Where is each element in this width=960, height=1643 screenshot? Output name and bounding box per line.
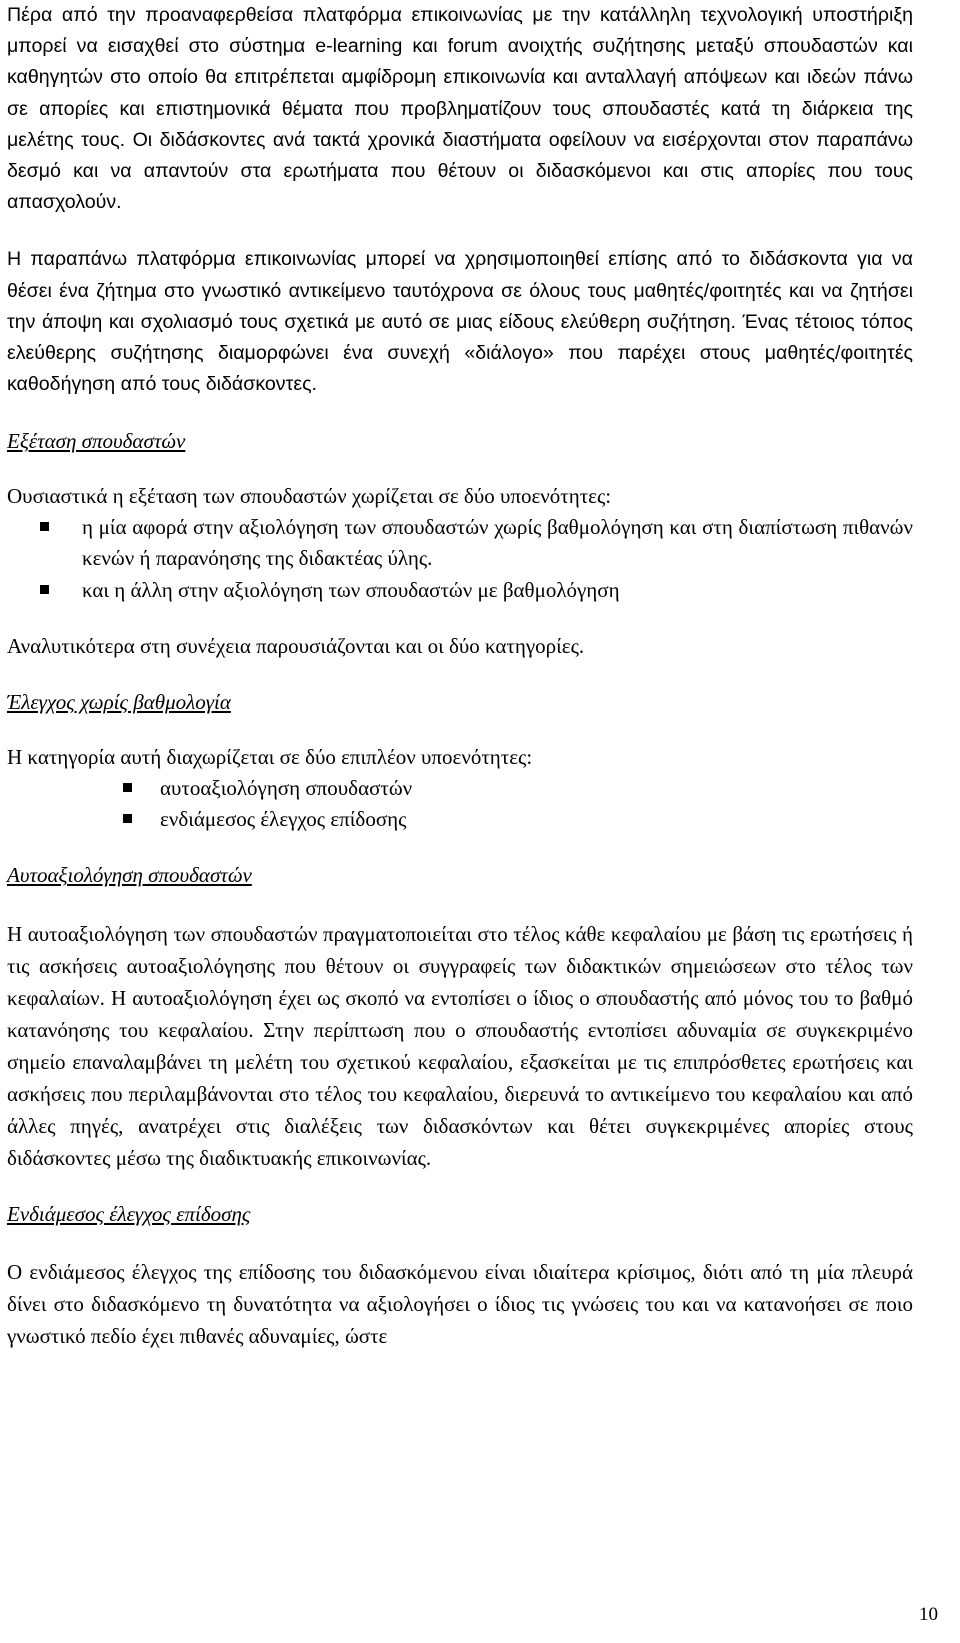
list-item	[7, 575, 913, 606]
heading-ungraded-check: Έλεγχος χωρίς βαθμολογία	[7, 690, 231, 715]
document-page	[7, 0, 913, 1352]
exams-bullet-list	[7, 512, 913, 606]
bullet-square-icon	[40, 522, 49, 531]
list-item	[7, 804, 913, 835]
list-item	[7, 773, 913, 804]
midterm-body: Ο ενδιάμεσος έλεγχος της επίδοσης του διδασκόμενου είναι ιδιαίτερα κρίσιμος, διότι από τη μία πλευρά δίνει στο διδασκόμενο τη δυνατότητα να αξιολογήσει ο ίδιος τις γνώσεις του και να κατανοήσει σε ποιο γνωστικό πεδίο έχει πιθανές αδυναμίες, ώστε	[7, 1259, 913, 1348]
ungraded-intro: Η κατηγορία αυτή διαχωρίζεται σε δύο επιπλέον υποενότητες:	[7, 745, 533, 770]
exams-intro: Ουσιαστικά η εξέταση των σπουδαστών χωρίζεται σε δύο υποενότητες:	[7, 483, 612, 508]
heading-midterm-check: Ενδιάμεσος έλεγχος επίδοσης	[7, 1201, 251, 1226]
paragraph-platform: Η παραπάνω πλατφόρμα επικοινωνίας μπορεί να χρησιμοποιηθεί επίσης από το διδάσκοντα για να θέσει ένα ζήτημα στο γνωστικό αντικείμενο ταυτόχρονα σε όλους τους μαθητές/φοιτητές και να ζητήσει την άποψη και σχολιασμό τους σχετικά με αυτό σε μιας είδους ελεύθερη συζήτηση. Ένας τέτοιος τόπος ελεύθερης συζήτησης διαμορφώνει ένα συνεχή «διάλογο» που παρέχει στους μαθητές/φοιτητές καθοδήγηση από τους διδάσκοντες.	[7, 248, 913, 396]
bullet-square-icon	[123, 783, 132, 792]
exams-outro: Αναλυτικότερα στη συνέχεια παρουσιάζονται και οι δύο κατηγορίες.	[7, 633, 585, 658]
paragraph-forum: Πέρα από την προαναφερθείσα πλατφόρμα επικοινωνίας με την κατάλληλη τεχνολογική υποστήριξη μπορεί να εισαχθεί στο σύστημα e-learning και forum ανοιχτής συζήτησης μεταξύ σπουδαστών και καθηγητών στο οποίο θα επιτρέπεται αμφίδρομη επικοινωνία και ανταλλαγή απόψεων και ιδεών πάνω σε απορίες και επιστημονικά θέματα που προβληματίζουν τους σπουδαστές κατά τη διάρκεια της μελέτης τους. Οι διδάσκοντες ανά τακτά χρονικά διαστήματα οφείλουν να εισέρχονται στον παραπάνω δεσμό και να απαντούν στα ερωτήματα που θέτουν οι διδασκόμενοι και στις απορίες που τους απασχολούν.	[7, 4, 913, 214]
bullet-text: και η άλλη στην αξιολόγηση των σπουδαστών με βαθμολόγηση	[82, 577, 620, 602]
bullet-text: η μία αφορά στην αξιολόγηση των σπουδαστών χωρίς βαθμολόγηση και στη διαπίστωση πιθανών κενών ή παρανόησης της διδακτέας ύλης.	[82, 514, 913, 570]
bullet-square-icon	[40, 585, 49, 594]
bullet-text: ενδιάμεσος έλεγχος επίδοσης	[160, 807, 407, 832]
ungraded-bullet-list	[7, 773, 913, 835]
list-item	[7, 512, 913, 574]
self-assessment-body: Η αυτοαξιολόγηση των σπουδαστών πραγματοποιείται στο τέλος κάθε κεφαλαίου με βάση τις ερωτήσεις ή τις ασκήσεις αυτοαξιολόγησης που θέτουν οι συγγραφείς των διδακτικών σημειώσεων στο τέλος των κεφαλαίων. Η αυτοαξιολόγηση έχει ως σκοπό να εντοπίσει ο ίδιος ο σπουδαστής από μόνος του το βαθμό κατανόησης του κεφαλαίου. Στην περίπτωση που ο σπουδαστής εντοπίσει αδυναμία σε συγκεκριμένο σημείο επαναλαμβάνει τη μελέτη του σχετικού κεφαλαίου, εξασκείται με τις επιπρόσθετες ερωτήσεις και ασκήσεις που περιλαμβάνονται στο τέλος του κεφαλαίου, διερευνά το αντικείμενο του κεφαλαίου και από άλλες πηγές, ανατρέχει στις διαλέξεις των διδασκόντων και θέτει συγκεκριμένες απορίες στους διδάσκοντες μέσω της διαδικτυακής επικοινωνίας.	[7, 921, 913, 1170]
heading-self-assessment: Αυτοαξιολόγηση σπουδαστών	[7, 863, 252, 888]
heading-student-exams: Εξέταση σπουδαστών	[7, 429, 186, 454]
bullet-square-icon	[123, 814, 132, 823]
bullet-text: αυτοαξιολόγηση σπουδαστών	[160, 776, 413, 801]
page-number: 10	[919, 1604, 938, 1625]
